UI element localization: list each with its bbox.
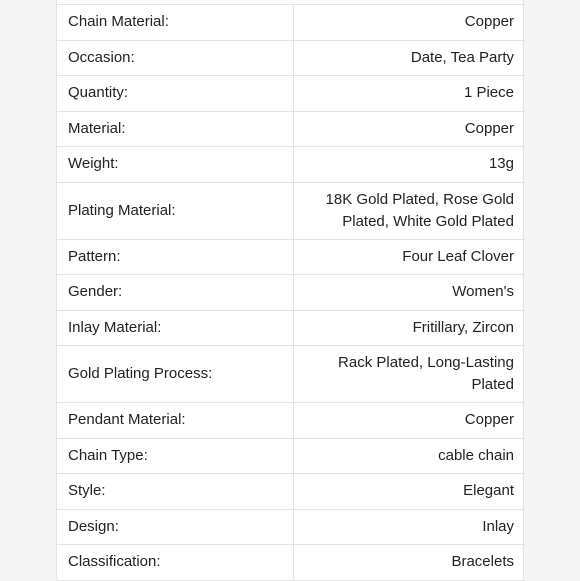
spec-row-chain-material bbox=[57, 5, 525, 41]
spec-row-pendant-material bbox=[57, 403, 525, 439]
spec-row-style bbox=[57, 474, 525, 510]
spec-value: cable chain bbox=[293, 438, 525, 474]
spec-value: 18K Gold Plated, Rose Gold Plated, White Gold Plated bbox=[293, 182, 525, 239]
spec-label: Design: bbox=[57, 509, 293, 545]
spec-value: 13g bbox=[293, 147, 525, 183]
spec-label: Quantity: bbox=[57, 76, 293, 112]
spec-value: Rack Plated, Long-Lasting Plated bbox=[293, 346, 525, 403]
spec-label: Style: bbox=[57, 474, 293, 510]
spec-label: Gender: bbox=[57, 275, 293, 311]
spec-row-quantity bbox=[57, 76, 525, 112]
spec-value: Four Leaf Clover bbox=[293, 239, 525, 275]
spec-value: Women's bbox=[293, 275, 525, 311]
spec-value: Copper bbox=[293, 111, 525, 147]
spec-row-gender bbox=[57, 275, 525, 311]
spec-label: Material: bbox=[57, 111, 293, 147]
spec-label: Gold Plating Process: bbox=[57, 346, 293, 403]
spec-row-weight bbox=[57, 147, 525, 183]
spec-label: Weight: bbox=[57, 147, 293, 183]
product-specs-sheet bbox=[56, 0, 524, 580]
spec-label: Occasion: bbox=[57, 40, 293, 76]
spec-row-plating-material bbox=[57, 182, 525, 239]
spec-value: Fritillary, Zircon bbox=[293, 310, 525, 346]
product-specs-table bbox=[57, 4, 525, 581]
spec-row-inlay-material bbox=[57, 310, 525, 346]
spec-label: Pendant Material: bbox=[57, 403, 293, 439]
spec-label: Chain Material: bbox=[57, 5, 293, 41]
spec-row-occasion bbox=[57, 40, 525, 76]
spec-row-material bbox=[57, 111, 525, 147]
spec-value: Date, Tea Party bbox=[293, 40, 525, 76]
spec-row-gold-plating-process bbox=[57, 346, 525, 403]
spec-row-classification bbox=[57, 545, 525, 581]
spec-label: Classification: bbox=[57, 545, 293, 581]
spec-row-design bbox=[57, 509, 525, 545]
spec-value: Bracelets bbox=[293, 545, 525, 581]
spec-value: Elegant bbox=[293, 474, 525, 510]
spec-row-chain-type bbox=[57, 438, 525, 474]
spec-row-pattern bbox=[57, 239, 525, 275]
spec-label: Chain Type: bbox=[57, 438, 293, 474]
spec-label: Pattern: bbox=[57, 239, 293, 275]
spec-label: Inlay Material: bbox=[57, 310, 293, 346]
spec-value: 1 Piece bbox=[293, 76, 525, 112]
spec-value: Copper bbox=[293, 403, 525, 439]
spec-value: Copper bbox=[293, 5, 525, 41]
spec-value: Inlay bbox=[293, 509, 525, 545]
spec-label: Plating Material: bbox=[57, 182, 293, 239]
